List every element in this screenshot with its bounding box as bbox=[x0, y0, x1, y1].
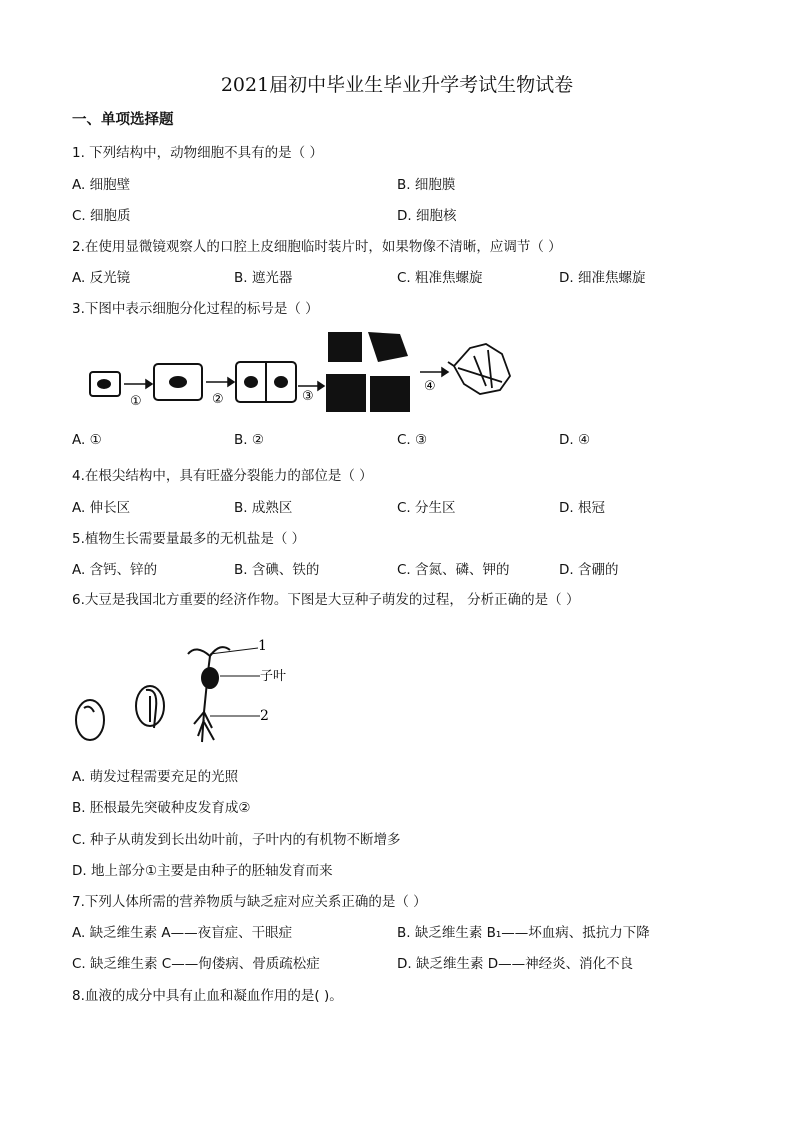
question-5-stem: 5.植物生长需要量最多的无机盐是（ ） bbox=[72, 531, 306, 547]
sprouting-seed bbox=[136, 686, 164, 728]
q1-option-b: B. 细胞膜 bbox=[397, 177, 456, 193]
question-6-stem: 6.大豆是我国北方重要的经济作物。下图是大豆种子萌发的过程， 分析正确的是（ ） bbox=[72, 592, 580, 608]
label-2: 2 bbox=[260, 708, 269, 724]
arrow-4 bbox=[420, 368, 448, 376]
step-label-3: ③ bbox=[302, 389, 314, 404]
q7-option-d: D. 缺乏维生素 D——神经炎、消化不良 bbox=[397, 956, 634, 972]
step-label-4: ④ bbox=[424, 379, 436, 394]
q6-option-c: C. 种子从萌发到长出幼叶前，子叶内的有机物不断增多 bbox=[72, 832, 401, 848]
q2-option-c: C. 粗准焦螺旋 bbox=[397, 270, 483, 286]
tissue-groups bbox=[326, 332, 410, 412]
grown-cell bbox=[154, 364, 202, 400]
q5-option-c: C. 含氮、磷、钾的 bbox=[397, 562, 510, 578]
arrow-2 bbox=[206, 378, 234, 386]
q6-option-a: A. 萌发过程需要充足的光照 bbox=[72, 769, 239, 785]
q2-option-d: D. 细准焦螺旋 bbox=[559, 270, 646, 286]
q5-option-b: B. 含碘、铁的 bbox=[234, 562, 320, 578]
seed bbox=[76, 700, 104, 740]
label-cotyledon: 子叶 bbox=[260, 669, 287, 684]
q1-option-c: C. 细胞质 bbox=[72, 208, 131, 224]
q2-option-a: A. 反光镜 bbox=[72, 270, 131, 286]
q6-option-b: B. 胚根最先突破种皮发育成② bbox=[72, 800, 251, 816]
label-1: 1 bbox=[258, 638, 267, 654]
question-8-stem: 8.血液的成分中具有止血和凝血作用的是( )。 bbox=[72, 988, 343, 1004]
exam-title: 2021届初中毕业生毕业升学考试生物试卷 bbox=[220, 74, 574, 96]
dividing-cells bbox=[236, 362, 296, 402]
step-label-2: ② bbox=[212, 392, 224, 407]
seedling bbox=[188, 647, 230, 742]
q2-option-b: B. 遮光器 bbox=[234, 270, 293, 286]
q7-option-b: B. 缺乏维生素 B₁——坏血病、抵抗力下降 bbox=[397, 925, 650, 941]
q4-option-b: B. 成熟区 bbox=[234, 500, 293, 516]
q3-option-d: D. ④ bbox=[559, 432, 591, 448]
q7-option-a: A. 缺乏维生素 A——夜盲症、干眼症 bbox=[72, 925, 293, 941]
q3-option-a: A. ① bbox=[72, 432, 102, 448]
q5-option-a: A. 含钙、锌的 bbox=[72, 562, 158, 578]
soybean-germination-figure bbox=[70, 632, 300, 748]
question-3-stem: 3.下图中表示细胞分化过程的标号是（ ） bbox=[72, 301, 319, 317]
single-cell bbox=[90, 372, 120, 396]
question-1-stem: 1. 下列结构中，动物细胞不具有的是（ ） bbox=[72, 145, 323, 161]
cell-differentiation-figure bbox=[82, 326, 522, 416]
q3-option-c: C. ③ bbox=[397, 432, 428, 448]
q5-option-d: D. 含硼的 bbox=[559, 562, 619, 578]
q4-option-d: D. 根冠 bbox=[559, 500, 605, 516]
leaf-organ bbox=[448, 344, 510, 394]
q1-option-a: A. 细胞壁 bbox=[72, 177, 131, 193]
step-label-1: ① bbox=[130, 394, 142, 409]
q4-option-a: A. 伸长区 bbox=[72, 500, 131, 516]
question-4-stem: 4.在根尖结构中，具有旺盛分裂能力的部位是（ ） bbox=[72, 468, 373, 484]
section-heading: 一、单项选择题 bbox=[72, 112, 174, 128]
q1-option-d: D. 细胞核 bbox=[397, 208, 457, 224]
question-7-stem: 7.下列人体所需的营养物质与缺乏症对应关系正确的是（ ） bbox=[72, 894, 427, 910]
question-2-stem: 2.在使用显微镜观察人的口腔上皮细胞临时装片时，如果物像不清晰，应调节（ ） bbox=[72, 239, 562, 255]
q6-option-d: D. 地上部分①主要是由种子的胚轴发育而来 bbox=[72, 863, 333, 879]
q4-option-c: C. 分生区 bbox=[397, 500, 456, 516]
q3-option-b: B. ② bbox=[234, 432, 264, 448]
q7-option-c: C. 缺乏维生素 C——佝偻病、骨质疏松症 bbox=[72, 956, 320, 972]
arrow-1 bbox=[124, 380, 152, 388]
